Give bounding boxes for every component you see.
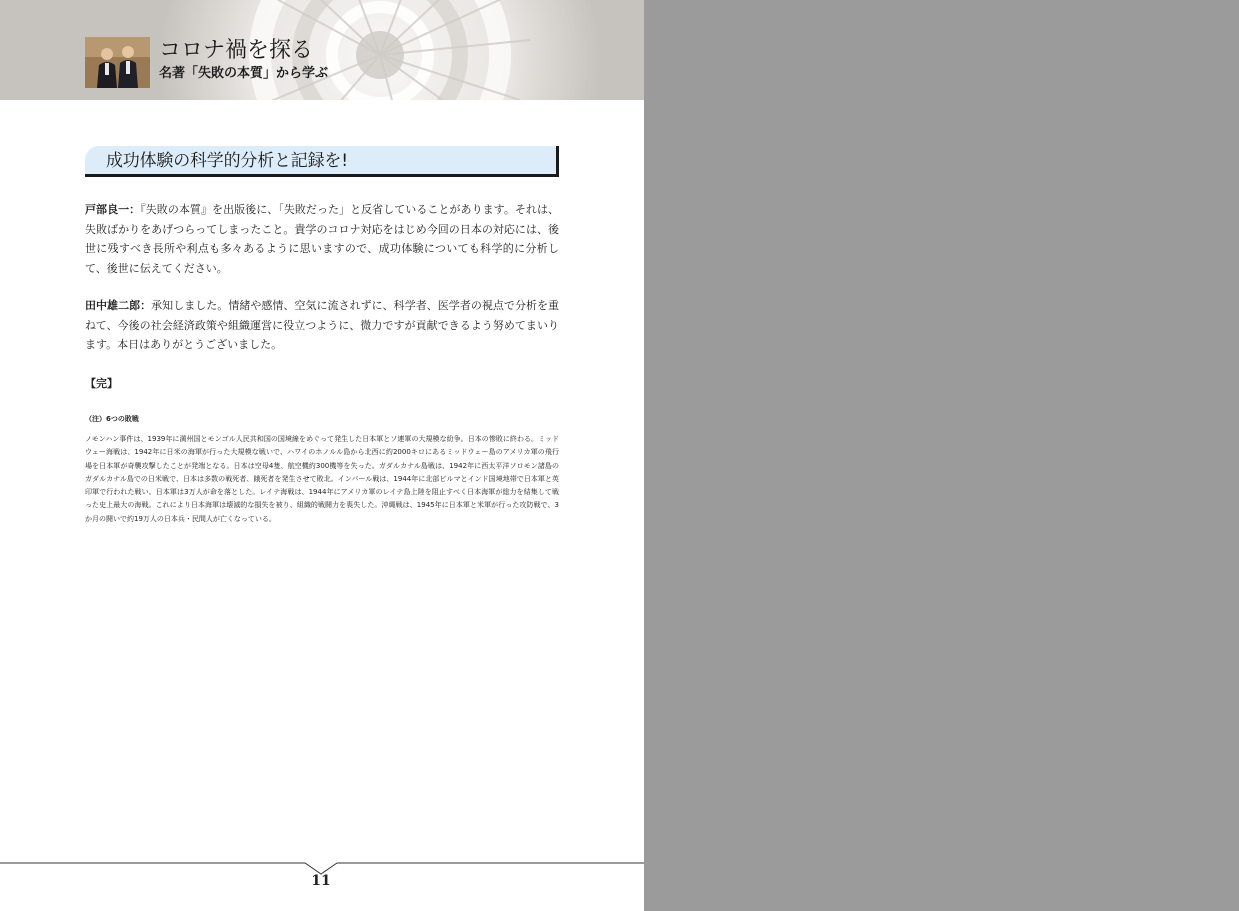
footnote-body: ノモンハン事件は、1939年に満州国とモンゴル人民共和国の国境線をめぐって発生した日本軍とソ連軍の大規模な紛争。日本の惨敗に終わる。ミッドウェー海戦は、1942年に日米の海軍が行った大規模な戦いで、ハワイのホノルル島から北西に約2000キロにあるミッドウェー島のアメリカ軍の飛行場を日本軍が奇襲攻撃したことが発端となる。日本は空母4隻、航空機約300機等を失った。ガダルカナル島戦は、1942年に西太平洋ソロモン諸島のガダルカナル島での日米戦で、日本は多数の戦死者、餓死者を発生させて敗北。インパール戦は、1944年に北部ビルマとインド国境地帯で日本軍と英印軍で行われた戦い。日本軍は3万人が命を落とした。レイテ海戦は、1944年にアメリカ軍のレイテ島上陸を阻止すべく日本海軍が総力を結集して戦った史上最大の海戦。これにより日本海軍は壊滅的な損失を被り、組織的戦闘力を喪失した。沖縄戦は、1945年に日本軍と米軍が行った攻防戦で、3か月の闘いで約19万人の日本兵・民間人が亡くなっている。 bbox=[85, 435, 559, 523]
dialogue-paragraph bbox=[85, 296, 559, 355]
page-number: 11 bbox=[311, 873, 331, 889]
header-banner bbox=[0, 0, 644, 100]
dialogue-paragraph bbox=[85, 200, 559, 278]
empty-viewer-background bbox=[644, 0, 1239, 911]
speaker-name: 戸部良一： bbox=[85, 203, 141, 216]
series-subtitle: 名著「失敗の本質」から学ぶ bbox=[159, 66, 329, 81]
speakers-photo bbox=[85, 37, 150, 88]
footnote-title: （注）6つの敗戦 bbox=[85, 415, 139, 423]
section-heading-box bbox=[85, 146, 559, 177]
section-heading: 成功体験の科学的分析と記録を! bbox=[106, 151, 348, 171]
dialogue-text: 承知しました。情緒や感情、空気に流されずに、科学者、医学者の視点で分析を重ねて、今後の社会経済政策や組織運営に役立つように、微力ですが貢献できるよう努めてまいります。本日はありがとうございました。 bbox=[85, 299, 560, 351]
series-title: コロナ禍を探る bbox=[159, 38, 314, 63]
end-mark: 【完】 bbox=[85, 377, 118, 390]
dialogue-text: 『失敗の本質』を出版後に、「失敗だった」と反省していることがあります。それは、失敗ばかりをあげつらってしまったこと。貴学のコロナ対応をはじめ今回の日本の対応には、後世に残すべき長所や利点も多々あるように思いますので、成功体験についても科学的に分析して、後世に伝えてください。 bbox=[85, 203, 559, 275]
speaker-name: 田中雄二郎： bbox=[85, 299, 152, 312]
